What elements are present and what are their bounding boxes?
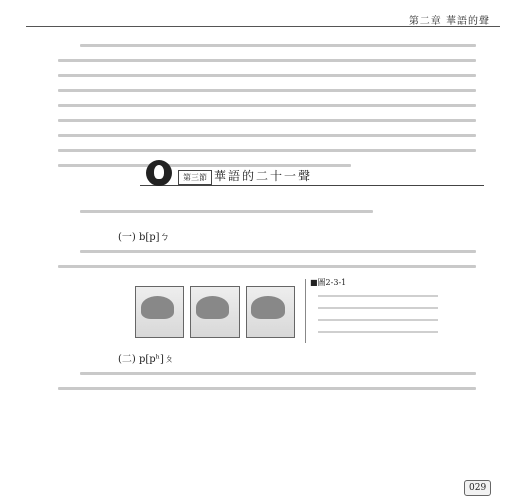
subhead-b: (一) b[p]ㄅ [118,232,170,243]
diagram-3 [246,286,295,338]
subhead-p: (二) p[pʰ]ㄆ [118,354,174,365]
page-number: 029 [464,480,491,496]
figure-label: ■圖2-3-1 [310,278,347,287]
section-head-icon [146,160,172,186]
section-title: 華語的二十一聲 [214,169,313,183]
desc-b-placeholder [58,250,476,280]
chapter-title: 第二章 華語的聲 [408,16,490,27]
section-tag: 第三節 [178,170,212,185]
intro-placeholder [58,210,476,225]
desc-p-placeholder [58,372,476,402]
example-figure [305,279,454,343]
diagram-1 [135,286,184,338]
diagram-2 [190,286,239,338]
articulation-diagrams [135,286,295,338]
body-text-placeholder [58,44,476,179]
